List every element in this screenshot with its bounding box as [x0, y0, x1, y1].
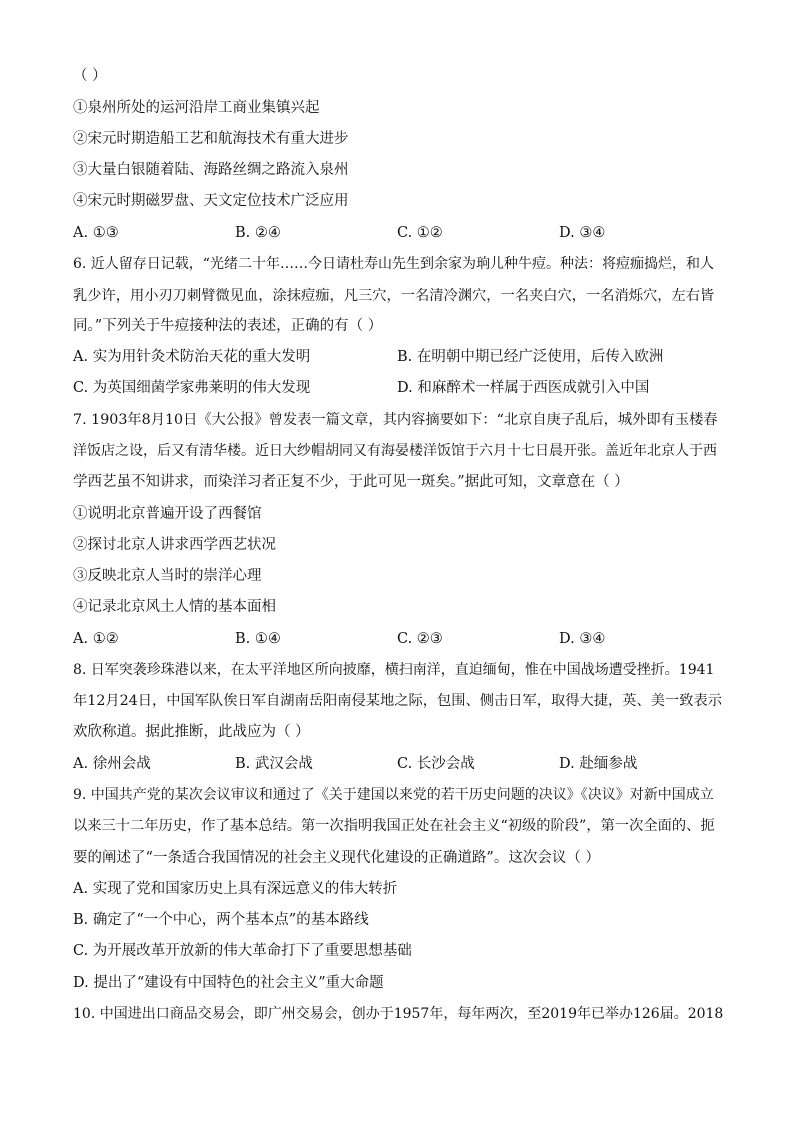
q6-options-row-2 [73, 378, 723, 398]
q7-stem-line-1: 7. 1903年8月10日《大公报》曾发表一篇文章，其内容摘要如下：“北京自庚子乱后，城外即有玉楼春 [73, 412, 718, 428]
q5-options [73, 223, 723, 243]
q8-option-a: A. 徐州会战 [73, 756, 151, 772]
q5-item-1: ①泉州所处的运河沿岸工商业集镇兴起 [73, 100, 320, 116]
q8-option-c: C. 长沙会战 [397, 756, 475, 772]
q6-option-a: A. 实为用针灸术防治天花的重大发明 [73, 349, 311, 365]
q5-item-4: ④宋元时期磁罗盘、天文定位技术广泛应用 [73, 193, 349, 209]
q9-option-c: C. 为开展改革开放新的伟大革命打下了重要思想基础 [73, 943, 412, 959]
q9-stem-line-1: 9. 中国共产党的某次会议审议和通过了《关于建国以来党的若干历史问题的决议》《决议》对新中国成立 [73, 787, 714, 803]
q7-item-2: ②探讨北京人讲求西学西艺状况 [73, 537, 276, 553]
q9-stem-line-2: 以来三十二年历史，作了基本总结。第一次指明我国正处在社会主义“初级的阶段”，第一次全面的、扼 [73, 818, 715, 834]
q6-stem-line-2: 乳少许，用小刃刀刺臂微见血，涂抹痘痂，凡三穴，一名清冷渊穴，一名夹白穴，一名消烁穴，左右皆 [73, 288, 715, 304]
q7-option-d: D. ③④ [559, 631, 606, 647]
q9-stem-line-3: 要的阐述了“一条适合我国情况的社会主义现代化建设的正确道路”。这次会议（ ） [73, 850, 600, 866]
q7-options [73, 629, 723, 649]
q10-stem-line-1: 10. 中国进出口商品交易会，即广州交易会，创办于1957年，每年两次，至2019年已举办126届。2018 [73, 1006, 724, 1022]
q8-stem-line-1: 8. 日军突袭珍珠港以来，在太平洋地区所向披靡，横扫南洋，直迫缅甸，惟在中国战场遭受挫折。1941 [73, 662, 715, 678]
q5-item-3: ③大量白银随着陆、海路丝绸之路流入泉州 [73, 162, 349, 178]
q6-options-row-1 [73, 347, 723, 367]
q6-option-b: B. 在明朝中期已经广泛使用，后传入欧洲 [397, 349, 664, 365]
q6-stem-line-3: 同。”下列关于牛痘接种法的表述，正确的有（ ） [73, 318, 383, 334]
q7-option-a: A. ①② [73, 631, 119, 647]
q8-option-d: D. 赴缅参战 [559, 756, 638, 772]
q9-option-a: A. 实现了党和国家历史上具有深远意义的伟大转折 [73, 881, 398, 897]
q5-option-c: C. ①② [397, 225, 443, 241]
q7-item-1: ①说明北京普遍开设了西餐馆 [73, 506, 262, 522]
q7-option-c: C. ②③ [397, 631, 443, 647]
q9-option-d: D. 提出了“建设有中国特色的社会主义”重大命题 [73, 975, 384, 991]
q6-option-d: D. 和麻醉术一样属于西医成就引入中国 [397, 380, 650, 396]
q7-item-4: ④记录北京风土人情的基本面相 [73, 599, 276, 615]
q8-stem-line-3: 欢欣称道。据此推断，此战应为（ ） [73, 724, 310, 740]
q5-option-b: B. ②④ [235, 225, 281, 241]
q5-answer-bracket: （ ） [73, 68, 107, 84]
q6-stem-line-1: 6. 近人留存日记载，“光绪二十年……今日请杜寿山先生到余家为珦儿种牛痘。种法：将痘痂捣烂，和人 [73, 256, 714, 272]
q7-stem-line-2: 洋饭店之设，后又有清华楼。近日大纱帽胡同又有海晏楼洋饭馆于六月十七日晨开张。盖近年北京人于西 [73, 443, 717, 459]
q7-item-3: ③反映北京人当时的崇洋心理 [73, 568, 262, 584]
q8-option-b: B. 武汉会战 [235, 756, 313, 772]
q5-option-d: D. ③④ [559, 225, 606, 241]
q8-stem-line-2: 年12月24日，中国军队俟日军自湖南岳阳南侵某地之际，包围、侧击日军，取得大捷，英、美一致表示 [73, 693, 723, 709]
q6-option-c: C. 为英国细菌学家弗莱明的伟大发现 [73, 380, 311, 396]
q7-option-b: B. ①④ [235, 631, 281, 647]
q9-option-b: B. 确定了“一个中心，两个基本点”的基本路线 [73, 912, 369, 928]
q8-options [73, 754, 723, 774]
q5-item-2: ②宋元时期造船工艺和航海技术有重大进步 [73, 131, 349, 147]
q5-option-a: A. ①③ [73, 225, 119, 241]
q7-stem-line-3: 学西艺虽不知讲求，而染洋习者正复不少，于此可见一斑矣。”据此可知，文章意在（ ） [73, 474, 629, 490]
